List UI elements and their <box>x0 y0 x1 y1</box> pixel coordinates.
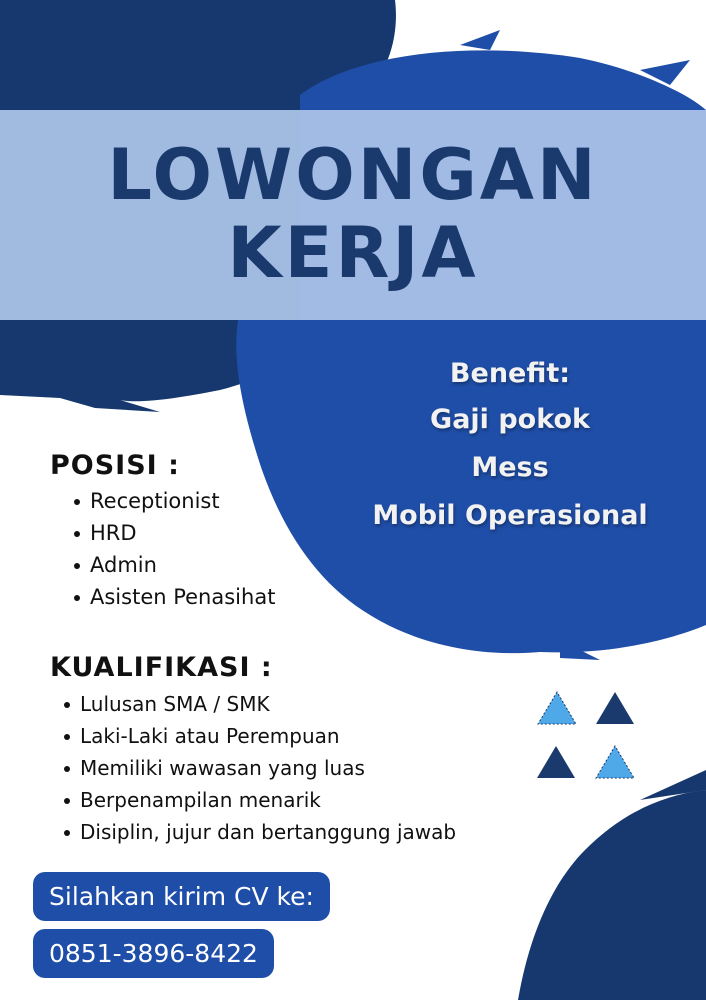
list-item: Disiplin, jujur dan bertanggung jawab <box>62 816 456 848</box>
list-item: Lulusan SMA / SMK <box>62 688 456 720</box>
list-item: HRD <box>72 517 275 549</box>
posisi-heading: POSISI : <box>50 450 180 481</box>
triangle-dark-1 <box>596 692 634 724</box>
triangle-light-1 <box>538 692 576 724</box>
list-item: Asisten Penasihat <box>72 581 275 613</box>
list-item: Memiliki wawasan yang luas <box>62 752 456 784</box>
send-cv-label: Silahkan kirim CV ke: <box>33 872 330 921</box>
benefit-item: Gaji pokok <box>430 404 590 435</box>
triangle-light-2 <box>596 746 634 778</box>
benefit-heading: Benefit: <box>449 358 571 389</box>
title-line-1: LOWONGAN <box>107 134 599 216</box>
benefit-item: Mess <box>471 452 549 483</box>
phone-number[interactable]: 0851-3896-8422 <box>33 929 274 978</box>
list-item: Laki-Laki atau Perempuan <box>62 720 456 752</box>
kualifikasi-heading: KUALIFIKASI : <box>50 652 273 683</box>
navy-corner-splash <box>518 790 706 1000</box>
posisi-list <box>72 485 275 613</box>
title-line-2: KERJA <box>227 212 479 294</box>
benefit-item: Mobil Operasional <box>372 500 648 531</box>
kualifikasi-list <box>62 688 456 848</box>
list-item: Admin <box>72 549 275 581</box>
triangle-dark-2 <box>537 746 575 778</box>
list-item: Berpenampilan menarik <box>62 784 456 816</box>
list-item: Receptionist <box>72 485 275 517</box>
